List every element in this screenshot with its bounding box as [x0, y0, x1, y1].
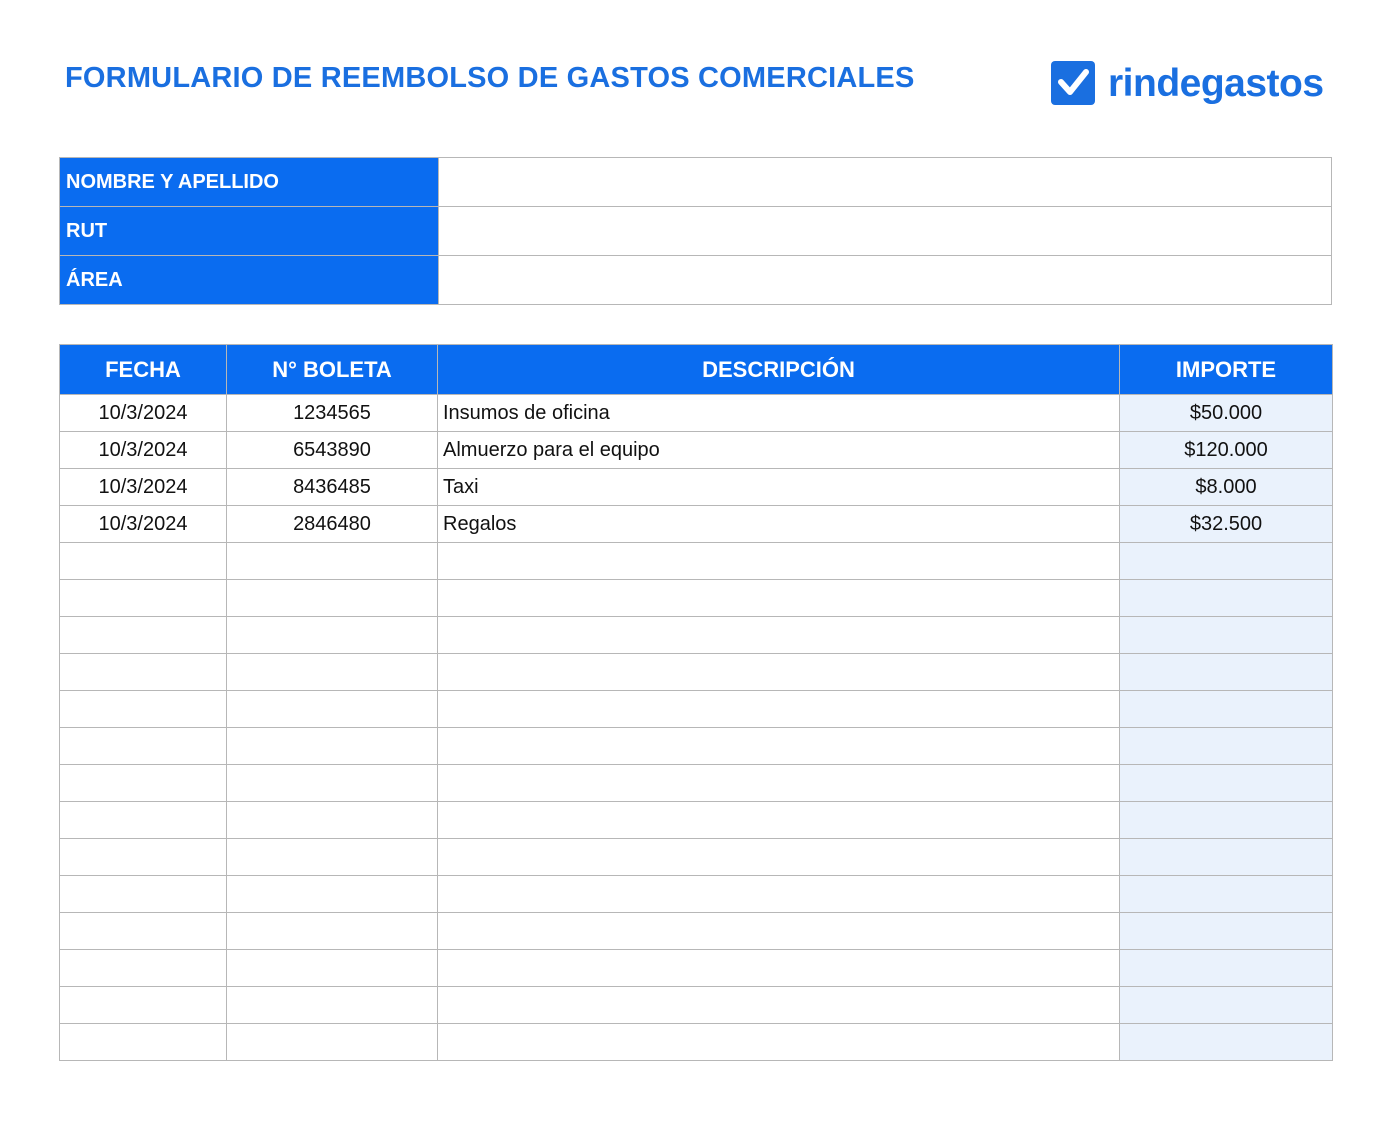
column-header-descripcion: DESCRIPCIÓN	[438, 345, 1120, 395]
table-row	[60, 469, 1333, 506]
cell-boleta[interactable]	[227, 580, 438, 617]
info-row	[60, 207, 1332, 256]
column-header-importe: IMPORTE	[1120, 345, 1333, 395]
cell-boleta[interactable]	[227, 802, 438, 839]
employee-info-table	[59, 157, 1332, 305]
info-value-field[interactable]	[439, 256, 1332, 305]
page-title: FORMULARIO DE REEMBOLSO DE GASTOS COMERCIALES	[65, 62, 915, 94]
cell-boleta[interactable]: 6543890	[227, 432, 438, 469]
cell-descripcion[interactable]	[438, 950, 1120, 987]
cell-importe[interactable]	[1120, 617, 1333, 654]
table-row	[60, 987, 1333, 1024]
cell-descripcion[interactable]	[438, 728, 1120, 765]
cell-descripcion[interactable]	[438, 876, 1120, 913]
cell-boleta[interactable]: 2846480	[227, 506, 438, 543]
info-label: NOMBRE Y APELLIDO	[60, 158, 439, 207]
cell-fecha[interactable]	[60, 617, 227, 654]
cell-fecha[interactable]	[60, 1024, 227, 1061]
cell-fecha[interactable]	[60, 691, 227, 728]
cell-importe[interactable]	[1120, 728, 1333, 765]
table-row	[60, 728, 1333, 765]
cell-descripcion[interactable]	[438, 691, 1120, 728]
cell-importe[interactable]	[1120, 802, 1333, 839]
cell-boleta[interactable]	[227, 543, 438, 580]
cell-descripcion[interactable]	[438, 543, 1120, 580]
cell-importe[interactable]	[1120, 913, 1333, 950]
cell-descripcion[interactable]	[438, 1024, 1120, 1061]
cell-importe[interactable]: $8.000	[1120, 469, 1333, 506]
cell-descripcion[interactable]	[438, 617, 1120, 654]
cell-boleta[interactable]	[227, 913, 438, 950]
table-row	[60, 580, 1333, 617]
table-row	[60, 395, 1333, 432]
cell-descripcion[interactable]	[438, 654, 1120, 691]
table-row	[60, 950, 1333, 987]
cell-descripcion[interactable]: Taxi	[438, 469, 1120, 506]
info-label: RUT	[60, 207, 439, 256]
cell-boleta[interactable]	[227, 617, 438, 654]
brand-name: rindegastos	[1108, 61, 1324, 105]
table-row	[60, 765, 1333, 802]
info-value-field[interactable]	[439, 207, 1332, 256]
cell-boleta[interactable]	[227, 839, 438, 876]
cell-fecha[interactable]	[60, 543, 227, 580]
table-row	[60, 876, 1333, 913]
cell-importe[interactable]: $120.000	[1120, 432, 1333, 469]
cell-descripcion[interactable]: Almuerzo para el equipo	[438, 432, 1120, 469]
cell-fecha[interactable]	[60, 839, 227, 876]
info-value-field[interactable]	[439, 158, 1332, 207]
table-row	[60, 432, 1333, 469]
cell-boleta[interactable]	[227, 1024, 438, 1061]
cell-importe[interactable]	[1120, 876, 1333, 913]
cell-fecha[interactable]	[60, 802, 227, 839]
cell-fecha[interactable]	[60, 580, 227, 617]
cell-boleta[interactable]	[227, 876, 438, 913]
cell-fecha[interactable]: 10/3/2024	[60, 469, 227, 506]
cell-fecha[interactable]	[60, 876, 227, 913]
table-row	[60, 913, 1333, 950]
cell-fecha[interactable]: 10/3/2024	[60, 506, 227, 543]
cell-boleta[interactable]: 1234565	[227, 395, 438, 432]
cell-fecha[interactable]	[60, 950, 227, 987]
table-row	[60, 839, 1333, 876]
cell-importe[interactable]	[1120, 839, 1333, 876]
cell-boleta[interactable]	[227, 765, 438, 802]
expenses-table	[59, 344, 1333, 1061]
cell-fecha[interactable]	[60, 913, 227, 950]
cell-boleta[interactable]	[227, 728, 438, 765]
info-row	[60, 158, 1332, 207]
cell-importe[interactable]	[1120, 765, 1333, 802]
cell-descripcion[interactable]: Regalos	[438, 506, 1120, 543]
cell-importe[interactable]	[1120, 654, 1333, 691]
cell-importe[interactable]	[1120, 543, 1333, 580]
column-header-boleta: N° BOLETA	[227, 345, 438, 395]
cell-descripcion[interactable]	[438, 839, 1120, 876]
table-row	[60, 802, 1333, 839]
cell-fecha[interactable]: 10/3/2024	[60, 395, 227, 432]
table-row	[60, 506, 1333, 543]
cell-boleta[interactable]	[227, 987, 438, 1024]
cell-descripcion[interactable]	[438, 987, 1120, 1024]
cell-importe[interactable]	[1120, 1024, 1333, 1061]
checkmark-icon	[1051, 61, 1095, 105]
cell-importe[interactable]	[1120, 987, 1333, 1024]
cell-fecha[interactable]	[60, 987, 227, 1024]
cell-boleta[interactable]: 8436485	[227, 469, 438, 506]
cell-importe[interactable]: $50.000	[1120, 395, 1333, 432]
expenses-header-row	[60, 345, 1333, 395]
cell-boleta[interactable]	[227, 654, 438, 691]
cell-descripcion[interactable]	[438, 765, 1120, 802]
brand-logo	[1051, 60, 1324, 106]
cell-importe[interactable]: $32.500	[1120, 506, 1333, 543]
cell-fecha[interactable]: 10/3/2024	[60, 432, 227, 469]
cell-boleta[interactable]	[227, 950, 438, 987]
cell-descripcion[interactable]	[438, 580, 1120, 617]
info-label: ÁREA	[60, 256, 439, 305]
table-row	[60, 654, 1333, 691]
cell-importe[interactable]	[1120, 950, 1333, 987]
cell-importe[interactable]	[1120, 580, 1333, 617]
info-row	[60, 256, 1332, 305]
cell-descripcion[interactable]	[438, 802, 1120, 839]
cell-fecha[interactable]	[60, 765, 227, 802]
table-row	[60, 691, 1333, 728]
cell-fecha[interactable]	[60, 654, 227, 691]
cell-descripcion[interactable]: Insumos de oficina	[438, 395, 1120, 432]
table-row	[60, 617, 1333, 654]
cell-descripcion[interactable]	[438, 913, 1120, 950]
cell-importe[interactable]	[1120, 691, 1333, 728]
table-row	[60, 1024, 1333, 1061]
column-header-fecha: FECHA	[60, 345, 227, 395]
table-row	[60, 543, 1333, 580]
cell-boleta[interactable]	[227, 691, 438, 728]
cell-fecha[interactable]	[60, 728, 227, 765]
